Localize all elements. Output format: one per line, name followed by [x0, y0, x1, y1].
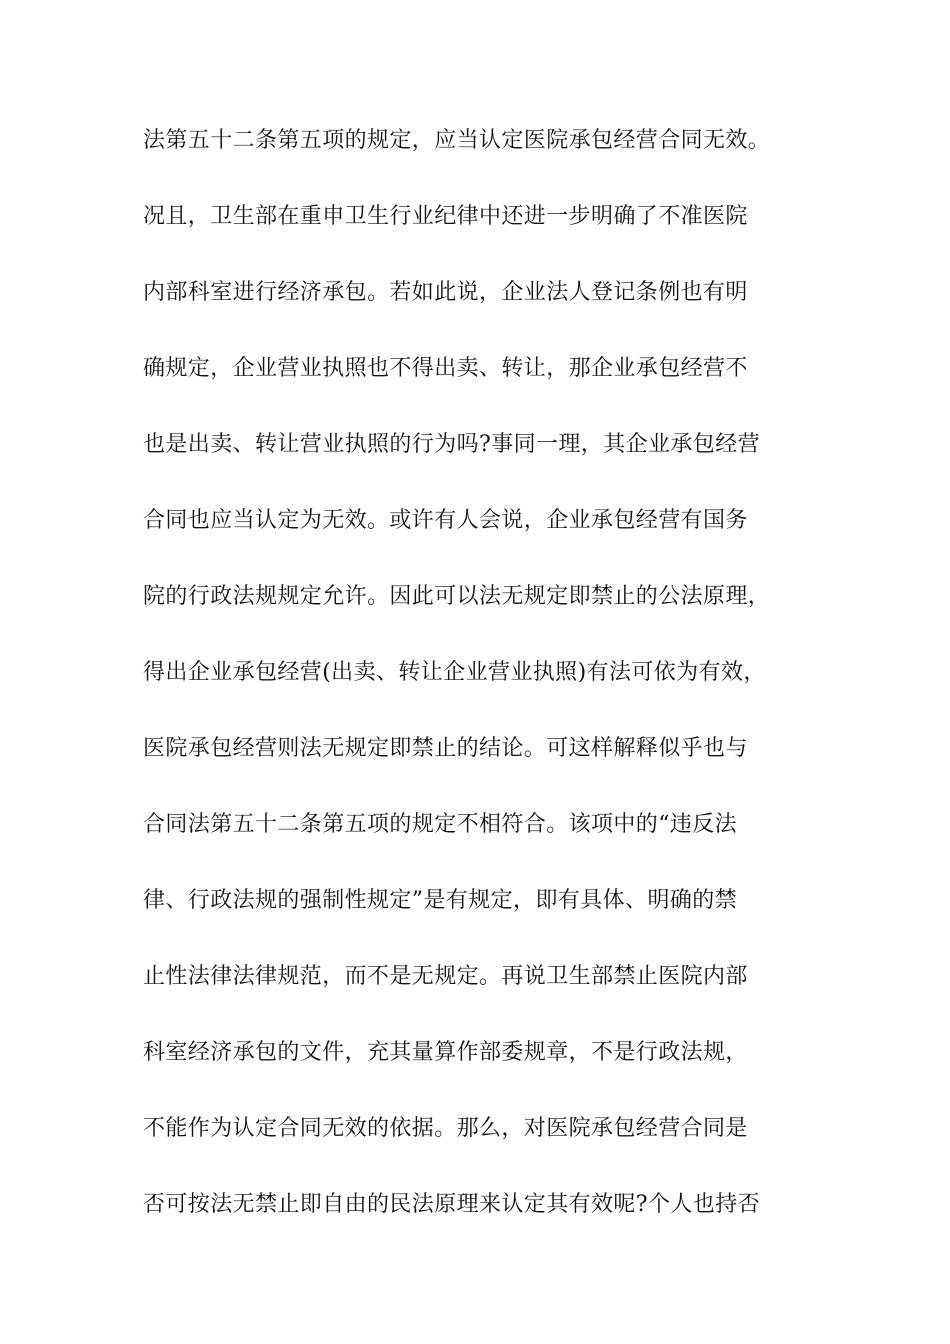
text-line-13: 科室经济承包的文件，充其量算作部委规章，不是行政法规， — [143, 1040, 748, 1065]
text-line-8: 得出企业承包经营(出卖、转让企业营业执照)有法可依为有效， — [143, 660, 766, 685]
text-line-10: 合同法第五十二条第五项的规定不相符合。该项中的“违反法 — [143, 812, 738, 837]
body-text — [143, 128, 823, 1268]
text-line-11: 律、行政法规的强制性规定”是有规定，即有具体、明确的禁 — [143, 888, 738, 913]
text-line-6: 合同也应当认定为无效。或许有人会说，企业承包经营有国务 — [143, 508, 748, 533]
text-line-3: 内部科室进行经济承包。若如此说，企业法人登记条例也有明 — [143, 280, 748, 305]
text-line-7: 院的行政法规规定允许。因此可以法无规定即禁止的公法原理， — [143, 584, 771, 609]
text-line-5: 也是出卖、转让营业执照的行为吗?事同一理，其企业承包经营 — [143, 432, 760, 457]
text-line-15: 否可按法无禁止即自由的民法原理来认定其有效呢?个人也持否 — [143, 1192, 760, 1217]
text-line-4: 确规定，企业营业执照也不得出卖、转让，那企业承包经营不 — [143, 356, 748, 381]
text-line-1: 法第五十二条第五项的规定，应当认定医院承包经营合同无效。 — [143, 128, 771, 153]
text-line-12: 止性法律法律规范，而不是无规定。再说卫生部禁止医院内部 — [143, 964, 748, 989]
text-line-2: 况且，卫生部在重申卫生行业纪律中还进一步明确了不准医院 — [143, 204, 748, 229]
text-line-9: 医院承包经营则法无规定即禁止的结论。可这样解释似乎也与 — [143, 736, 748, 761]
text-line-14: 不能作为认定合同无效的依据。那么，对医院承包经营合同是 — [143, 1116, 748, 1141]
